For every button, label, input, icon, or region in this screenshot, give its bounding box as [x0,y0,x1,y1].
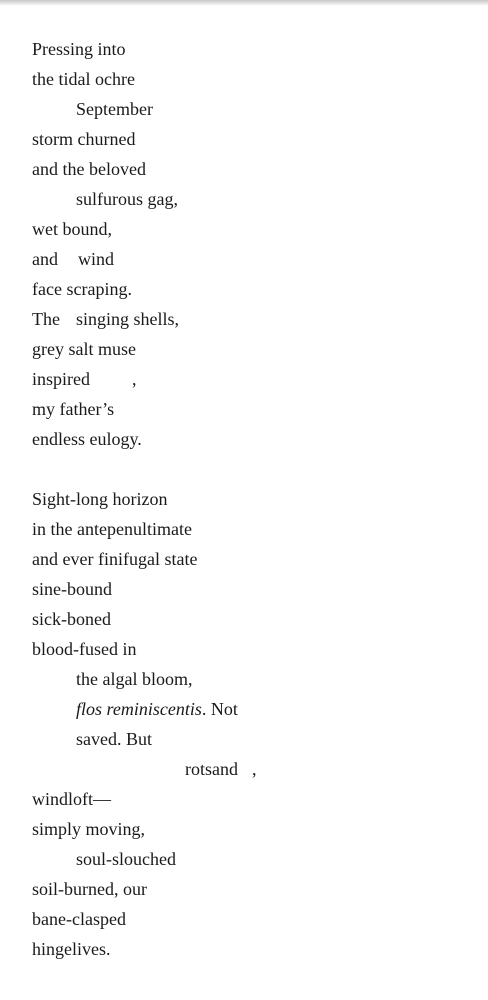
poem-line [32,304,472,334]
poem-line: simply moving, [32,819,146,839]
poem [32,34,472,964]
poem-line: grey salt muse [32,339,136,359]
poem-line: face scraping. [32,279,132,299]
poem-line: sick-boned [32,609,111,629]
poem-line: saved. But [76,729,152,749]
poem-line: and ever finifugal state [32,549,198,569]
poem-line: sine-bound [32,579,112,599]
poem-line [32,364,472,394]
poem-line [32,244,472,274]
poem-line: endless eulogy. [32,429,142,449]
poem-line: soil-burned, our [32,879,147,899]
poem-line: storm churned [32,129,136,149]
poem-punctuation: , [252,759,257,779]
poem-word: . Not [201,699,238,719]
poem-word: rotsand [185,759,238,779]
poem-word: inspired [32,369,90,389]
poem-word: singing shells, [75,309,179,329]
poem-word: wind [78,249,114,269]
poem-line: in the antepenultimate [32,519,192,539]
poem-line: hingelives. [32,939,111,959]
poem-line: my father’s [32,399,115,419]
poem-line: wet bound, [32,219,112,239]
poem-line: windloft— [32,789,111,809]
stanza-2 [32,484,472,964]
poem-line: blood-fused in [32,639,137,659]
top-shadow [0,0,488,6]
stanza-1 [32,34,472,454]
poem-line: September [76,99,153,119]
poem-line [32,754,472,784]
poem-line: the algal bloom, [76,669,193,689]
poem-italic-phrase: flos reminiscentis [76,699,202,719]
poem-line [32,694,472,724]
poem-line: Pressing into [32,39,126,59]
poem-line: soul-slouched [76,849,176,869]
poem-line: sulfurous gag, [76,189,178,209]
poem-word: The [32,309,60,329]
poem-line: Sight-long horizon [32,489,168,509]
poem-word: and [32,249,58,269]
poem-line: and the beloved [32,159,146,179]
poem-punctuation: , [132,369,137,389]
poem-line: bane-clasped [32,909,126,929]
poem-line: the tidal ochre [32,69,135,89]
